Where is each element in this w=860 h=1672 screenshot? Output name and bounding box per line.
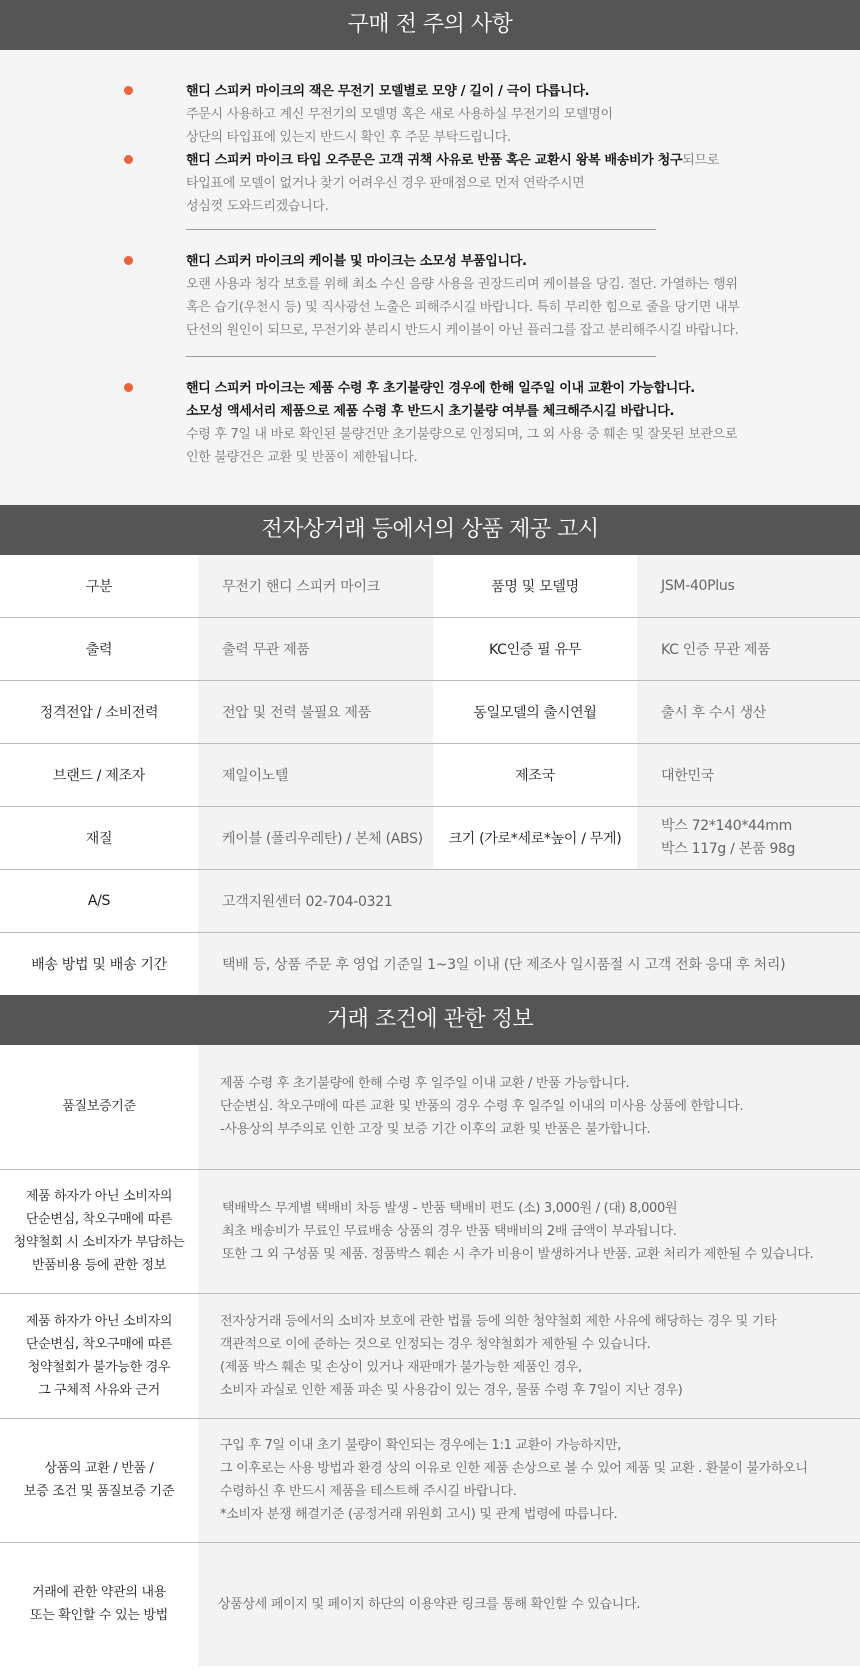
bullet-dot	[124, 86, 133, 95]
trade-label-line: 품질보증기준	[62, 1099, 136, 1115]
table-row	[0, 1542, 860, 1666]
info-value-line: 박스 117g / 본품 98g	[661, 840, 796, 857]
bullet-dot	[124, 256, 133, 265]
trade-label-line: 청약철회 시 소비자가 부담하는	[13, 1235, 185, 1250]
notice-line: 오랜 사용과 청각 보호를 위해 최소 수신 음량 사용을 권장드리며 케이블을 당김. 절단. 가열하는 행위	[186, 277, 738, 292]
notice-bold-line: 소모성 액세서리 제품으로 제품 수령 후 반드시 초기불량 여부를 체크해주시길 바랍니다.	[186, 404, 675, 419]
trade-value-line: 또한 그 외 구성품 및 제품. 정품박스 훼손 시 추가 비용이 발생하거나 반품. 교환 처리가 제한될 수 있습니다.	[222, 1246, 814, 1262]
info-value: KC 인증 무관 제품	[637, 617, 860, 680]
table-row	[0, 743, 860, 806]
notice-line: 주문시 사용하고 계신 무전기의 모델명 혹은 새로 사용하실 무전기의 모델명이	[186, 107, 613, 122]
trade-label	[0, 1418, 198, 1542]
info-label: 재질	[0, 806, 198, 869]
trade-label-line: 제품 하자가 아닌 소비자의	[25, 1313, 173, 1329]
trade-value-line: 제품 수령 후 초기불량에 한해 수령 후 일주일 이내 교환 / 반품 가능합니다.	[220, 1076, 630, 1092]
table-row	[0, 932, 860, 995]
trade-label-line: 청약철회가 불가능한 경우	[27, 1359, 171, 1375]
trade-value	[198, 1045, 860, 1169]
notice-item	[186, 250, 860, 342]
info-value: 고객지원센터 02-704-0321	[198, 869, 860, 932]
table-row	[0, 617, 860, 680]
info-value: 무전기 핸디 스피커 마이크	[198, 555, 433, 617]
table-row	[0, 806, 860, 869]
notice-group-3	[0, 377, 860, 469]
info-label: KC인증 필 유무	[433, 617, 637, 680]
notice-line: 수령 후 7일 내 바로 확인된 불량건만 초기불량으로 인정되며, 그 외 사용 중 훼손 및 잘못된 보관으로	[186, 427, 738, 442]
trade-value-line: 단순변심. 착오구매에 따른 교환 및 반품의 경우 수령 후 일주일 이내의 미사용 상품에 한합니다.	[220, 1099, 744, 1115]
notice-section	[0, 50, 860, 505]
info-label: 배송 방법 및 배송 기간	[0, 932, 198, 995]
trade-value-line: 상품상세 페이지 및 페이지 하단의 이용약관 링크를 통해 확인할 수 있습니다.	[218, 1596, 641, 1612]
trade-label-line: 그 구체적 사유와 근거	[38, 1382, 160, 1398]
notice-group-2	[0, 250, 860, 342]
trade-value	[198, 1418, 860, 1542]
table-row	[0, 555, 860, 617]
trade-label-line: 거래에 관한 약관의 내용	[31, 1585, 167, 1601]
info-label: 크기 (가로*세로*높이 / 무게)	[433, 806, 637, 869]
table-row	[0, 1169, 860, 1293]
info-label: 동일모델의 출시연월	[433, 680, 637, 743]
trade-label	[0, 1542, 198, 1666]
trade-value-line: 전자상거래 등에서의 소비자 보호에 관한 법률 등에 의한 청약철회 제한 사유에 해당하는 경우 및 기타	[220, 1313, 777, 1329]
trade-value-line: *소비자 분쟁 해결기준 (공정거래 위원회 고시) 및 관계 법령에 따릅니다.	[220, 1507, 618, 1522]
info-value-line: 박스 72*140*44mm	[661, 817, 792, 834]
info-value	[637, 806, 860, 869]
bullet-dot	[124, 155, 133, 164]
trade-value-line: 택배박스 무게별 택배비 차등 발생 - 반품 택배비 편도 (소) 3,000원 / (대) 8,000원	[222, 1200, 678, 1216]
info-label: 구분	[0, 555, 198, 617]
notice-line: 혹은 습기(우천시 등) 및 직사광선 노출은 피해주시길 바랍니다. 특히 무리한 힘으로 줄을 당기면 내부	[186, 300, 740, 315]
notice-bold-part: 핸디 스피커 마이크 타입 오주문은 고객 귀책 사유로 반품 혹은 교환시 왕복 배송비가 청구	[186, 153, 683, 168]
trade-title: 거래 조건에 관한 정보	[326, 1007, 534, 1032]
trade-value-line: 구입 후 7일 이내 초기 불량이 확인되는 경우에는 1:1 교환이 가능하지만,	[220, 1438, 622, 1453]
notice-mixed-line	[186, 149, 860, 172]
info-value: 출시 후 수시 생산	[637, 680, 860, 743]
trade-label-line: 단순변심, 착오구매에 따른	[25, 1336, 173, 1352]
table-row	[0, 680, 860, 743]
trade-label	[0, 1045, 198, 1169]
trade-value	[198, 1293, 860, 1418]
trade-value-line: 최초 배송비가 무료인 무료배송 상품의 경우 반품 택배비의 2배 금액이 부과됩니다.	[222, 1223, 677, 1239]
info-value: 출력 무관 제품	[198, 617, 433, 680]
trade-value-line: -사용상의 부주의로 인한 고장 및 보증 기간 이후의 교환 및 반품은 불가합니다.	[220, 1122, 651, 1138]
notice-line: 상단의 타입표에 있는지 반드시 확인 후 주문 부탁드립니다.	[186, 130, 511, 145]
info-title: 전자상거래 등에서의 상품 제공 고시	[261, 517, 599, 542]
trade-label-line: 보증 조건 및 품질보증 기준	[23, 1484, 175, 1499]
notice-line: 성심껏 도와드리겠습니다.	[186, 199, 329, 214]
info-value: 택배 등, 상품 주문 후 영업 기준일 1~3일 이내 (단 제조사 일시품절 시 고객 전화 응대 후 처리)	[198, 932, 860, 995]
trade-label-line: 또는 확인할 수 있는 방법	[30, 1608, 168, 1624]
table-row	[0, 1045, 860, 1169]
notice-bold-line: 핸디 스피커 마이크의 잭은 무전기 모델별로 모양 / 길이 / 극이 다릅니다.	[186, 84, 590, 99]
notice-bold-line: 핸디 스피커 마이크의 케이블 및 마이크는 소모성 부품입니다.	[186, 254, 527, 269]
table-row	[0, 1293, 860, 1418]
trade-label-line: 단순변심, 착오구매에 따른	[25, 1212, 173, 1227]
bullet-dot	[124, 383, 133, 392]
info-value: 제일이노텔	[198, 743, 433, 806]
info-label: 브랜드 / 제조자	[0, 743, 198, 806]
info-value: 케이블 (폴리우레탄) / 본체 (ABS)	[198, 806, 433, 869]
notice-line: 단선의 원인이 되므로, 무전기와 분리시 반드시 케이블이 아닌 플러그를 잡고 분리해주시길 바랍니다.	[186, 323, 739, 338]
info-value: 전압 및 전력 불필요 제품	[198, 680, 433, 743]
trade-label-line: 제품 하자가 아닌 소비자의	[25, 1189, 173, 1204]
notice-header	[0, 0, 860, 50]
info-label: A/S	[0, 869, 198, 932]
trade-value-line: 소비자 과실로 인한 제품 파손 및 사용감이 있는 경우, 물품 수령 후 7일이 지난 경우)	[220, 1382, 683, 1398]
notice-divider	[186, 356, 656, 357]
info-label: 정격전압 / 소비전력	[0, 680, 198, 743]
notice-bold-line: 핸디 스피커 마이크는 제품 수령 후 초기불량인 경우에 한해 일주일 이내 교환이 가능합니다.	[186, 381, 695, 396]
info-label: 품명 및 모델명	[433, 555, 637, 617]
trade-header	[0, 995, 860, 1045]
trade-label-line: 상품의 교환 / 반품 /	[44, 1461, 154, 1476]
notice-line: 타입표에 모델이 없거나 찾기 어려우신 경우 판매점으로 먼저 연락주시면	[186, 176, 585, 191]
notice-line: 인한 불량건은 교환 및 반품이 제한됩니다.	[186, 450, 418, 465]
notice-title: 구매 전 주의 사항	[347, 12, 513, 37]
product-info-table	[0, 555, 860, 995]
trade-value-line: 객관적으로 이에 준하는 것으로 인정되는 경우 청약철회가 제한될 수 있습니다.	[220, 1336, 651, 1352]
notice-item	[186, 377, 860, 469]
trade-value	[198, 1542, 860, 1666]
trade-label-line: 반품비용 등에 관한 정보	[31, 1258, 167, 1273]
notice-tail-part: 되므로	[682, 153, 720, 168]
notice-group-1	[0, 80, 860, 218]
notice-item	[186, 80, 860, 149]
notice-item	[186, 149, 860, 218]
info-header	[0, 505, 860, 555]
trade-value-line: 그 이후로는 사용 방법과 환경 상의 이유로 인한 제품 손상으로 볼 수 있어 제품 및 교환 . 환불이 불가하오니	[220, 1461, 808, 1476]
trade-value	[198, 1169, 860, 1293]
table-row	[0, 1418, 860, 1542]
notice-divider	[186, 229, 656, 230]
trade-label	[0, 1169, 198, 1293]
info-value: JSM-40Plus	[637, 555, 860, 617]
trade-value-line: (제품 박스 훼손 및 손상이 있거나 재판매가 불가능한 제품인 경우,	[220, 1359, 582, 1375]
table-row	[0, 869, 860, 932]
trade-conditions-table	[0, 1045, 860, 1666]
trade-label	[0, 1293, 198, 1418]
info-label: 출력	[0, 617, 198, 680]
info-label: 제조국	[433, 743, 637, 806]
info-value: 대한민국	[637, 743, 860, 806]
trade-value-line: 수령하신 후 반드시 제품을 테스트해 주시길 바랍니다.	[220, 1484, 517, 1499]
